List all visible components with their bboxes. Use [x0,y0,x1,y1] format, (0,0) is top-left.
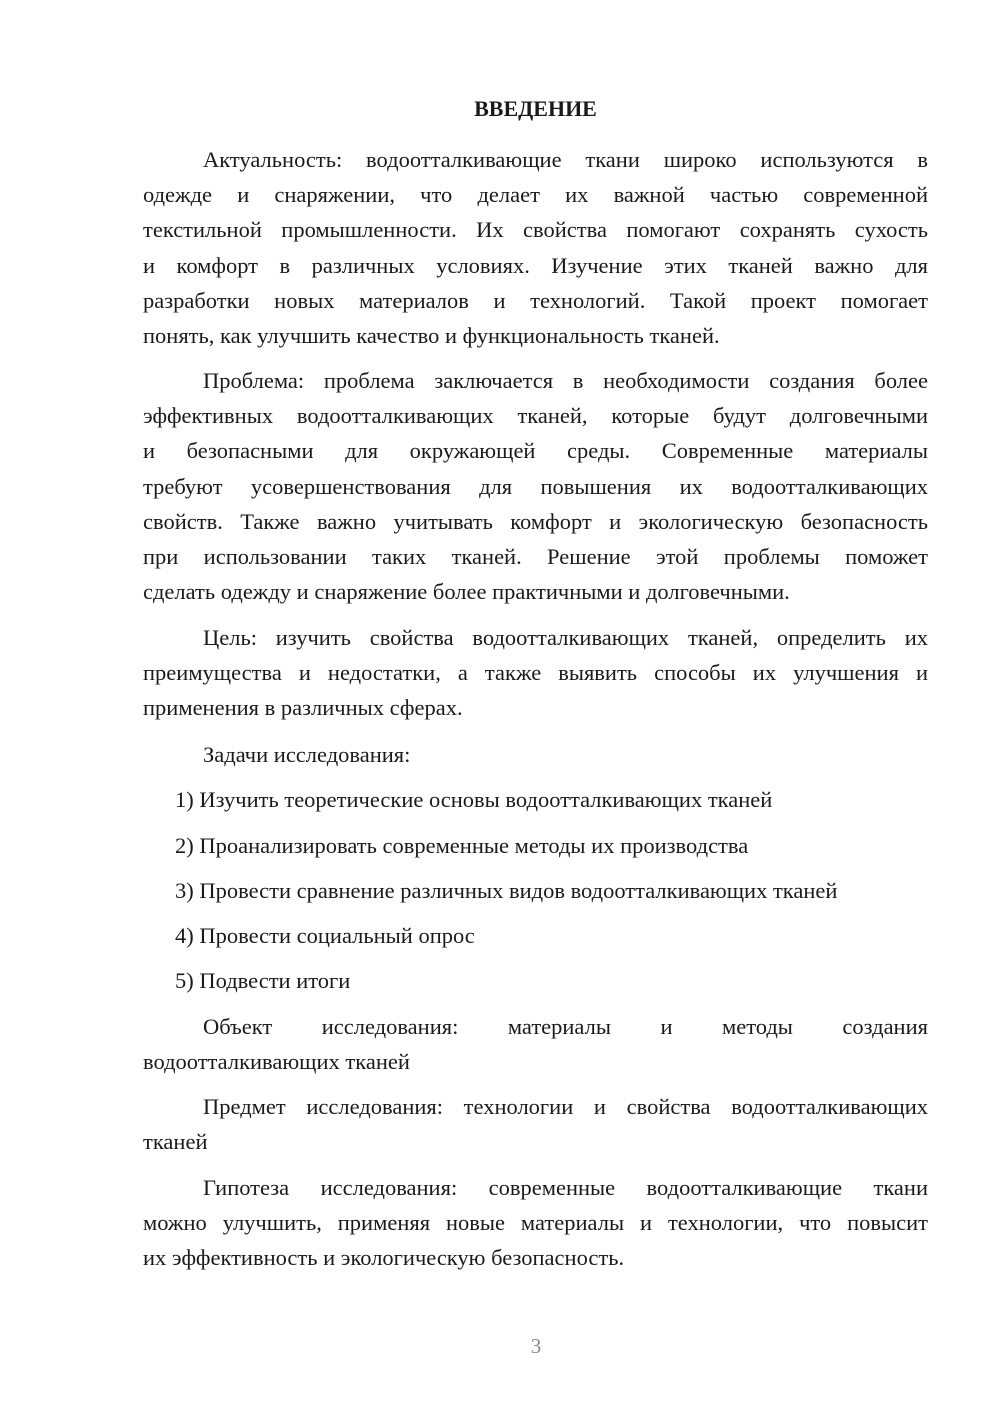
text-line: и комфорт в различных условиях. Изучение этих тканей важно для [143,252,928,278]
page-number: 3 [530,1334,542,1358]
text-line: текстильной промышленности. Их свойства помогают сохранять сухость [143,217,928,243]
text-line: водоотталкивающих тканей [143,1049,410,1075]
text-line: свойств. Также важно учитывать комфорт и экологическую безопасность [143,508,928,534]
paragraph-hypothesis [143,1173,928,1279]
text-line: Актуальность: водоотталкивающие ткани широко используются в [203,147,928,172]
text-line: эффективных водоотталкивающих тканей, которые будут долговечными [143,403,928,429]
text-line: одежде и снаряжении, что делает их важной частью современной [143,182,928,208]
paragraph-object [143,1012,928,1082]
text-line: их эффективность и экологическую безопасность. [143,1245,625,1271]
text-line: Объект исследования: материалы и методы создания [203,1014,928,1039]
text-line: и безопасными для окружающей среды. Современные материалы [143,438,928,464]
paragraph-goal [143,623,928,729]
text-line: Предмет исследования: технологии и свойства водоотталкивающих [203,1094,928,1119]
text-line: Проблема: проблема заключается в необходимости создания более [203,368,928,393]
text-line: Задачи исследования: [203,742,411,767]
paragraph-problem [143,366,928,612]
text-line: при использовании таких тканей. Решение этой проблемы поможет [143,543,928,569]
task-list-item: 5) Подвести итоги [175,968,351,993]
text-line: можно улучшить, применяя новые материалы и технологии, что повысит [143,1210,928,1236]
text-line: сделать одежду и снаряжение более практичными и долговечными. [143,579,790,605]
text-line: требуют усовершенствования для повышения их водоотталкивающих [143,473,928,499]
page-title: ВВЕДЕНИЕ [474,96,597,121]
tasks-heading [143,740,928,775]
task-list-item: 3) Провести сравнение различных видов водоотталкивающих тканей [175,878,838,903]
text-line: применения в различных сферах. [143,695,463,721]
text-line: Цель: изучить свойства водоотталкивающих тканей, определить их [203,625,928,650]
task-list-item: 4) Провести социальный опрос [175,923,475,948]
text-line: преимущества и недостатки, а также выявить способы их улучшения и [143,660,928,686]
text-line: Гипотеза исследования: современные водоотталкивающие ткани [203,1175,928,1200]
paragraph-subject [143,1092,928,1162]
task-list-item: 2) Проанализировать современные методы их производства [175,833,749,858]
task-list-item: 1) Изучить теоретические основы водоотталкивающих тканей [175,787,773,812]
text-line: тканей [143,1129,208,1155]
paragraph-relevance [143,145,928,356]
text-line: разработки новых материалов и технологий. Такой проект помогает [143,287,928,313]
text-line: понять, как улучшить качество и функциональность тканей. [143,322,720,348]
